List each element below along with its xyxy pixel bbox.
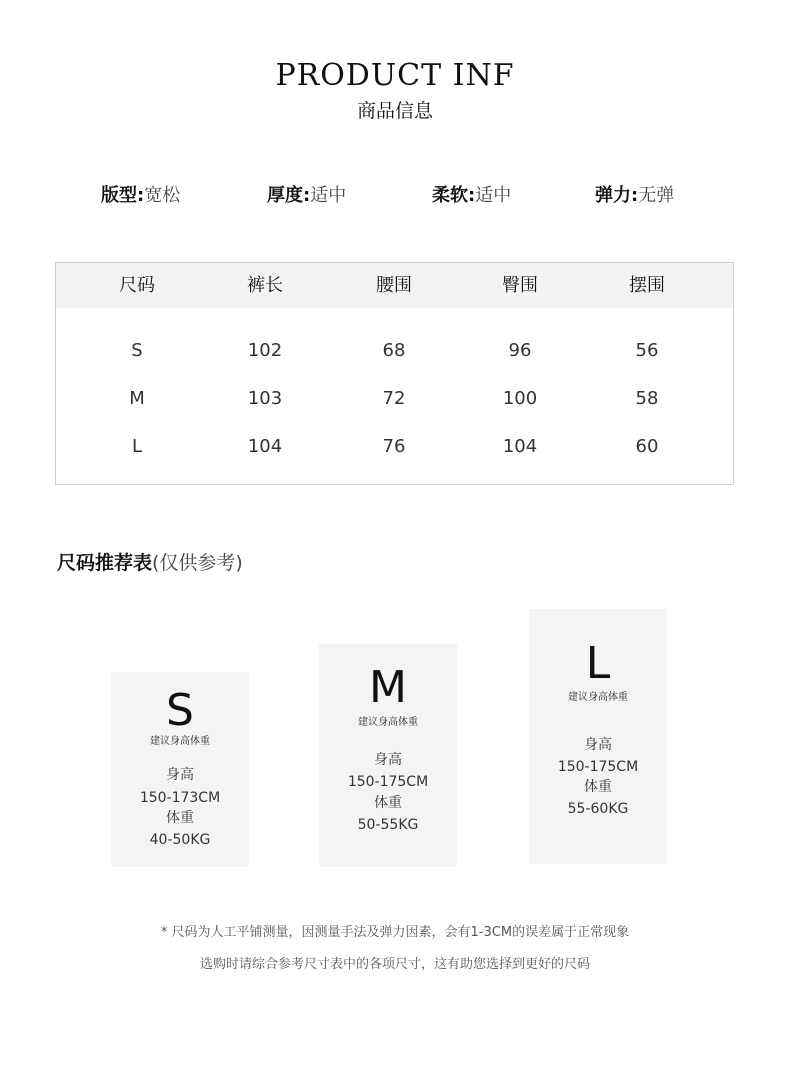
attribute-value: 宽松 [144,185,181,206]
height-label: 身高 [166,767,194,783]
attribute-fit [101,183,180,209]
table-cell: 104 [247,436,283,457]
measurement-note: * 尺码为人工平铺测量，因测量手法及弹力因素，会有1-3CM的误差属于正常现象 [160,925,630,940]
size-card-s [111,672,249,867]
size-hint: 建议身高体重 [150,736,210,747]
weight-range: 55-60KG [567,801,629,817]
height-label: 身高 [584,737,612,753]
size-table-header [56,263,733,308]
table-cell: 104 [502,436,538,457]
attribute-key: 柔软: [432,185,476,206]
table-cell: 96 [508,340,532,361]
page-title-cn: 商品信息 [356,100,433,122]
size-table [55,262,734,485]
recommendation-title-sub: (仅供参考) [152,552,243,574]
header-cell-hem: 摆围 [629,275,665,296]
size-hint: 建议身高体重 [568,692,628,703]
attribute-softness [432,183,511,209]
attribute-thickness [267,183,346,209]
table-cell: 103 [247,388,283,409]
table-cell: S [131,340,143,361]
size-letter: M [369,662,407,713]
weight-range: 40-50KG [149,832,211,848]
recommendation-title [57,549,243,577]
header-cell-length: 裤长 [247,275,283,296]
size-card-l [529,609,667,864]
header-cell-size: 尺码 [119,275,155,296]
height-label: 身高 [374,752,402,768]
recommendation-title-main: 尺码推荐表 [57,552,153,574]
attribute-elasticity [595,183,674,209]
size-hint: 建议身高体重 [358,717,418,728]
attribute-value: 适中 [310,185,347,206]
size-letter: S [166,685,194,736]
table-cell: 72 [382,388,406,409]
table-cell: M [129,388,145,409]
weight-range: 50-55KG [357,817,419,833]
size-card-m [319,644,457,867]
header-cell-hip: 臀围 [502,275,538,296]
attribute-value: 适中 [475,185,512,206]
header-cell-waist: 腰围 [376,275,412,296]
table-cell: 100 [502,388,538,409]
table-cell: 68 [382,340,406,361]
size-letter: L [585,638,611,689]
weight-label: 体重 [166,810,194,826]
table-cell: 102 [247,340,283,361]
attribute-key: 弹力: [595,185,639,206]
weight-label: 体重 [374,795,402,811]
table-cell: 56 [635,340,659,361]
table-cell: 60 [635,436,659,457]
attribute-value: 无弹 [638,185,675,206]
selection-note: 选购时请综合参考尺寸表中的各项尺寸，这有助您选择到更好的尺码 [199,957,590,972]
page-title-en: PRODUCT INF [275,58,515,93]
height-range: 150-175CM [347,774,429,790]
height-range: 150-173CM [139,790,221,806]
height-range: 150-175CM [557,759,639,775]
attribute-key: 版型: [101,185,145,206]
table-cell: 76 [382,436,406,457]
table-cell: 58 [635,388,659,409]
weight-label: 体重 [584,779,612,795]
table-cell: L [131,436,143,457]
attribute-key: 厚度: [267,185,311,206]
